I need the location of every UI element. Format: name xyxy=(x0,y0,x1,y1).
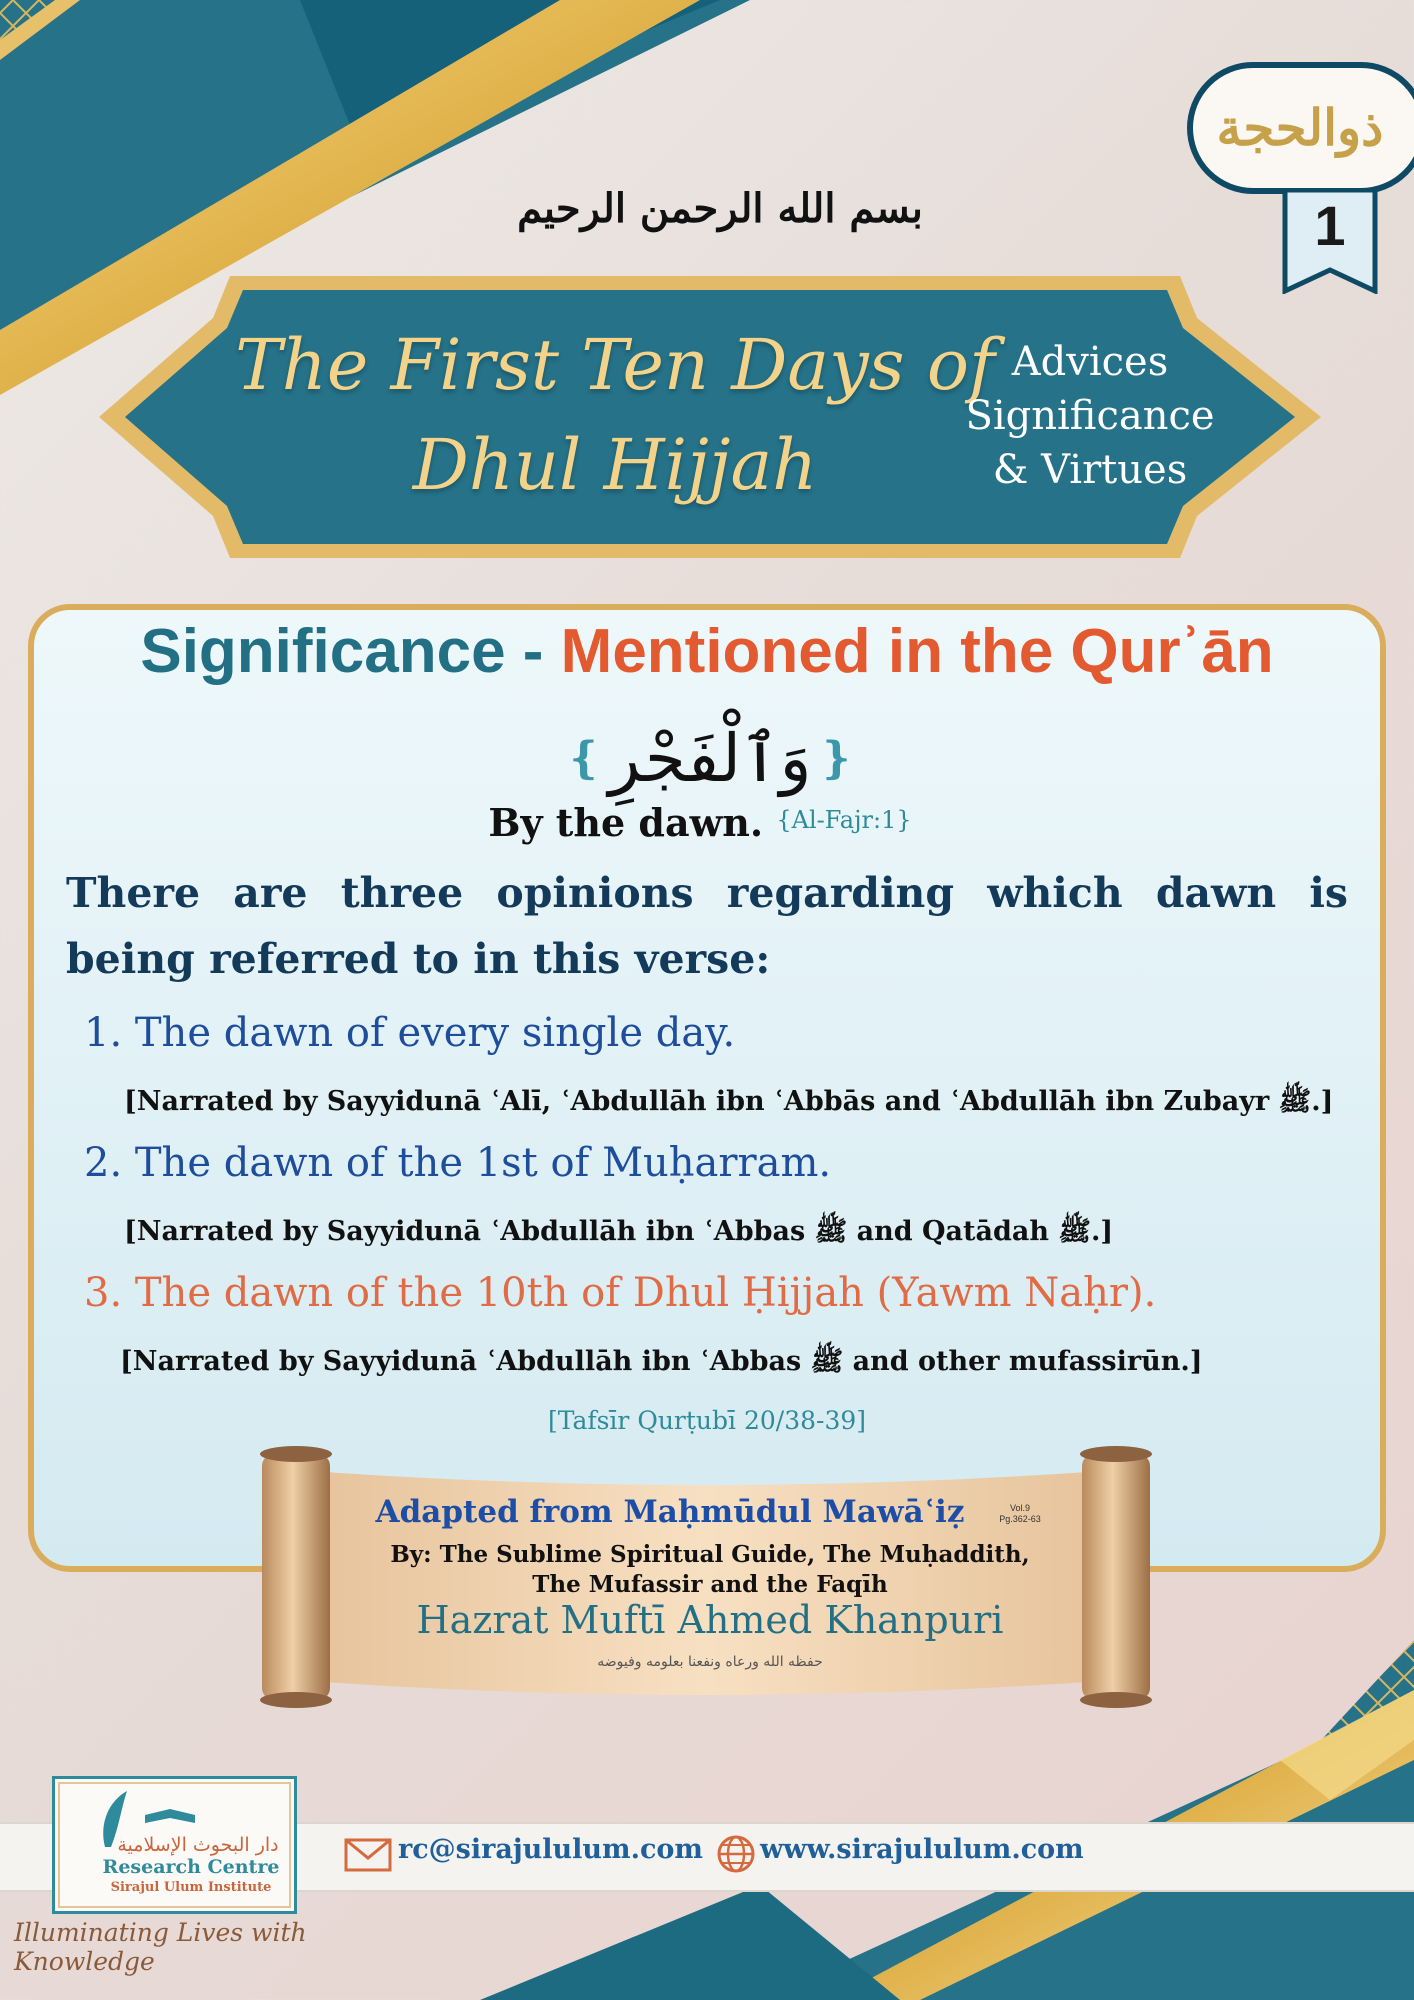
badge-arabic-text: ذوالحجة xyxy=(1216,97,1384,157)
subtitle-significance: Significance xyxy=(965,393,1215,439)
volume-reference xyxy=(985,1503,1055,1525)
section-heading xyxy=(28,616,1386,687)
logo-arabic: دار البحوث الإسلامية xyxy=(117,1834,279,1856)
author-titles xyxy=(330,1540,1090,1600)
narration-1: [Narrated by Sayyidunā ʿAlī, ʿAbdullāh ibn ʿAbbās and ʿAbdullāh ibn Zubayr ﷺ.] xyxy=(124,1086,1334,1117)
logo-title: Research Centre xyxy=(102,1856,280,1878)
ayah-arabic: وَٱلْفَجْرِ xyxy=(608,719,812,797)
source-citation: [Tafsīr Qurṭubī 20/38-39] xyxy=(547,1406,867,1435)
subtitle-virtues: & Virtues xyxy=(992,447,1188,493)
envelope-icon xyxy=(344,1838,392,1872)
badge-number: 1 xyxy=(1314,193,1346,257)
ornament-left-icon: ❴ xyxy=(565,732,603,784)
globe-icon xyxy=(716,1834,756,1874)
basmala: بسم الله الرحمن الرحيم xyxy=(517,185,923,232)
subtitle-advices: Advices xyxy=(1011,339,1169,385)
heading-significance: Significance - xyxy=(140,617,561,686)
opinion-3: 3. The dawn of the 10th of Dhul Ḥijjah (Yawm Naḥr). xyxy=(84,1270,1157,1316)
logo-subtitle: Sirajul Ulum Institute xyxy=(110,1880,272,1895)
narration-2: [Narrated by Sayyidunā ʿAbdullāh ibn ʿAbbas ﷺ and Qatādah ﷺ.] xyxy=(124,1216,1114,1247)
title-subtitle xyxy=(950,335,1230,497)
opinion-2: 2. The dawn of the 1st of Muḥarram. xyxy=(84,1140,832,1186)
volume: Vol.9 xyxy=(1009,1503,1031,1513)
contact-email[interactable]: rc@sirajululum.com xyxy=(398,1834,704,1865)
author-titles-line-1: By: The Sublime Spiritual Guide, The Muḥaddith, xyxy=(390,1541,1030,1568)
author-name: Hazrat Muftī Ahmed Khanpuri xyxy=(416,1598,1004,1642)
ayah-translation xyxy=(200,800,1200,845)
ornament-right-icon: ❵ xyxy=(817,732,855,784)
website-link[interactable]: www.sirajululum.com xyxy=(760,1834,1084,1865)
opinion-1: 1. The dawn of every single day. xyxy=(84,1010,736,1056)
author-dua: حفظه الله ورعاه ونفعنا بعلومه وفيوضه xyxy=(597,1654,823,1670)
intro-paragraph: There are three opinions regarding which dawn is being referred to in this verse: xyxy=(66,869,1348,983)
author-titles-line-2: The Mufassir and the Faqīh xyxy=(532,1571,888,1598)
adapted-from: Adapted from Maḥmūdul Mawāʿiẓ xyxy=(375,1494,965,1530)
bottom-mid-teal xyxy=(480,1885,900,2000)
title-line-2: Dhul Hijjah xyxy=(412,424,818,506)
narration-3: [Narrated by Sayyidunā ʿAbdullāh ibn ʿAbbas ﷺ and other mufassirūn.] xyxy=(120,1346,1203,1377)
tagline: Illuminating Lives with Knowledge xyxy=(14,1918,307,1976)
translation-reference: {Al-Fajr:1} xyxy=(776,806,912,834)
translation-text: By the dawn. xyxy=(488,800,764,845)
heading-mentioned: Mentioned in the Qurʾān xyxy=(560,617,1274,686)
pages: Pg.362-63 xyxy=(999,1514,1041,1524)
page-title xyxy=(230,315,1000,515)
title-line-1: The First Ten Days of xyxy=(235,324,995,406)
ayah-block xyxy=(560,708,860,808)
